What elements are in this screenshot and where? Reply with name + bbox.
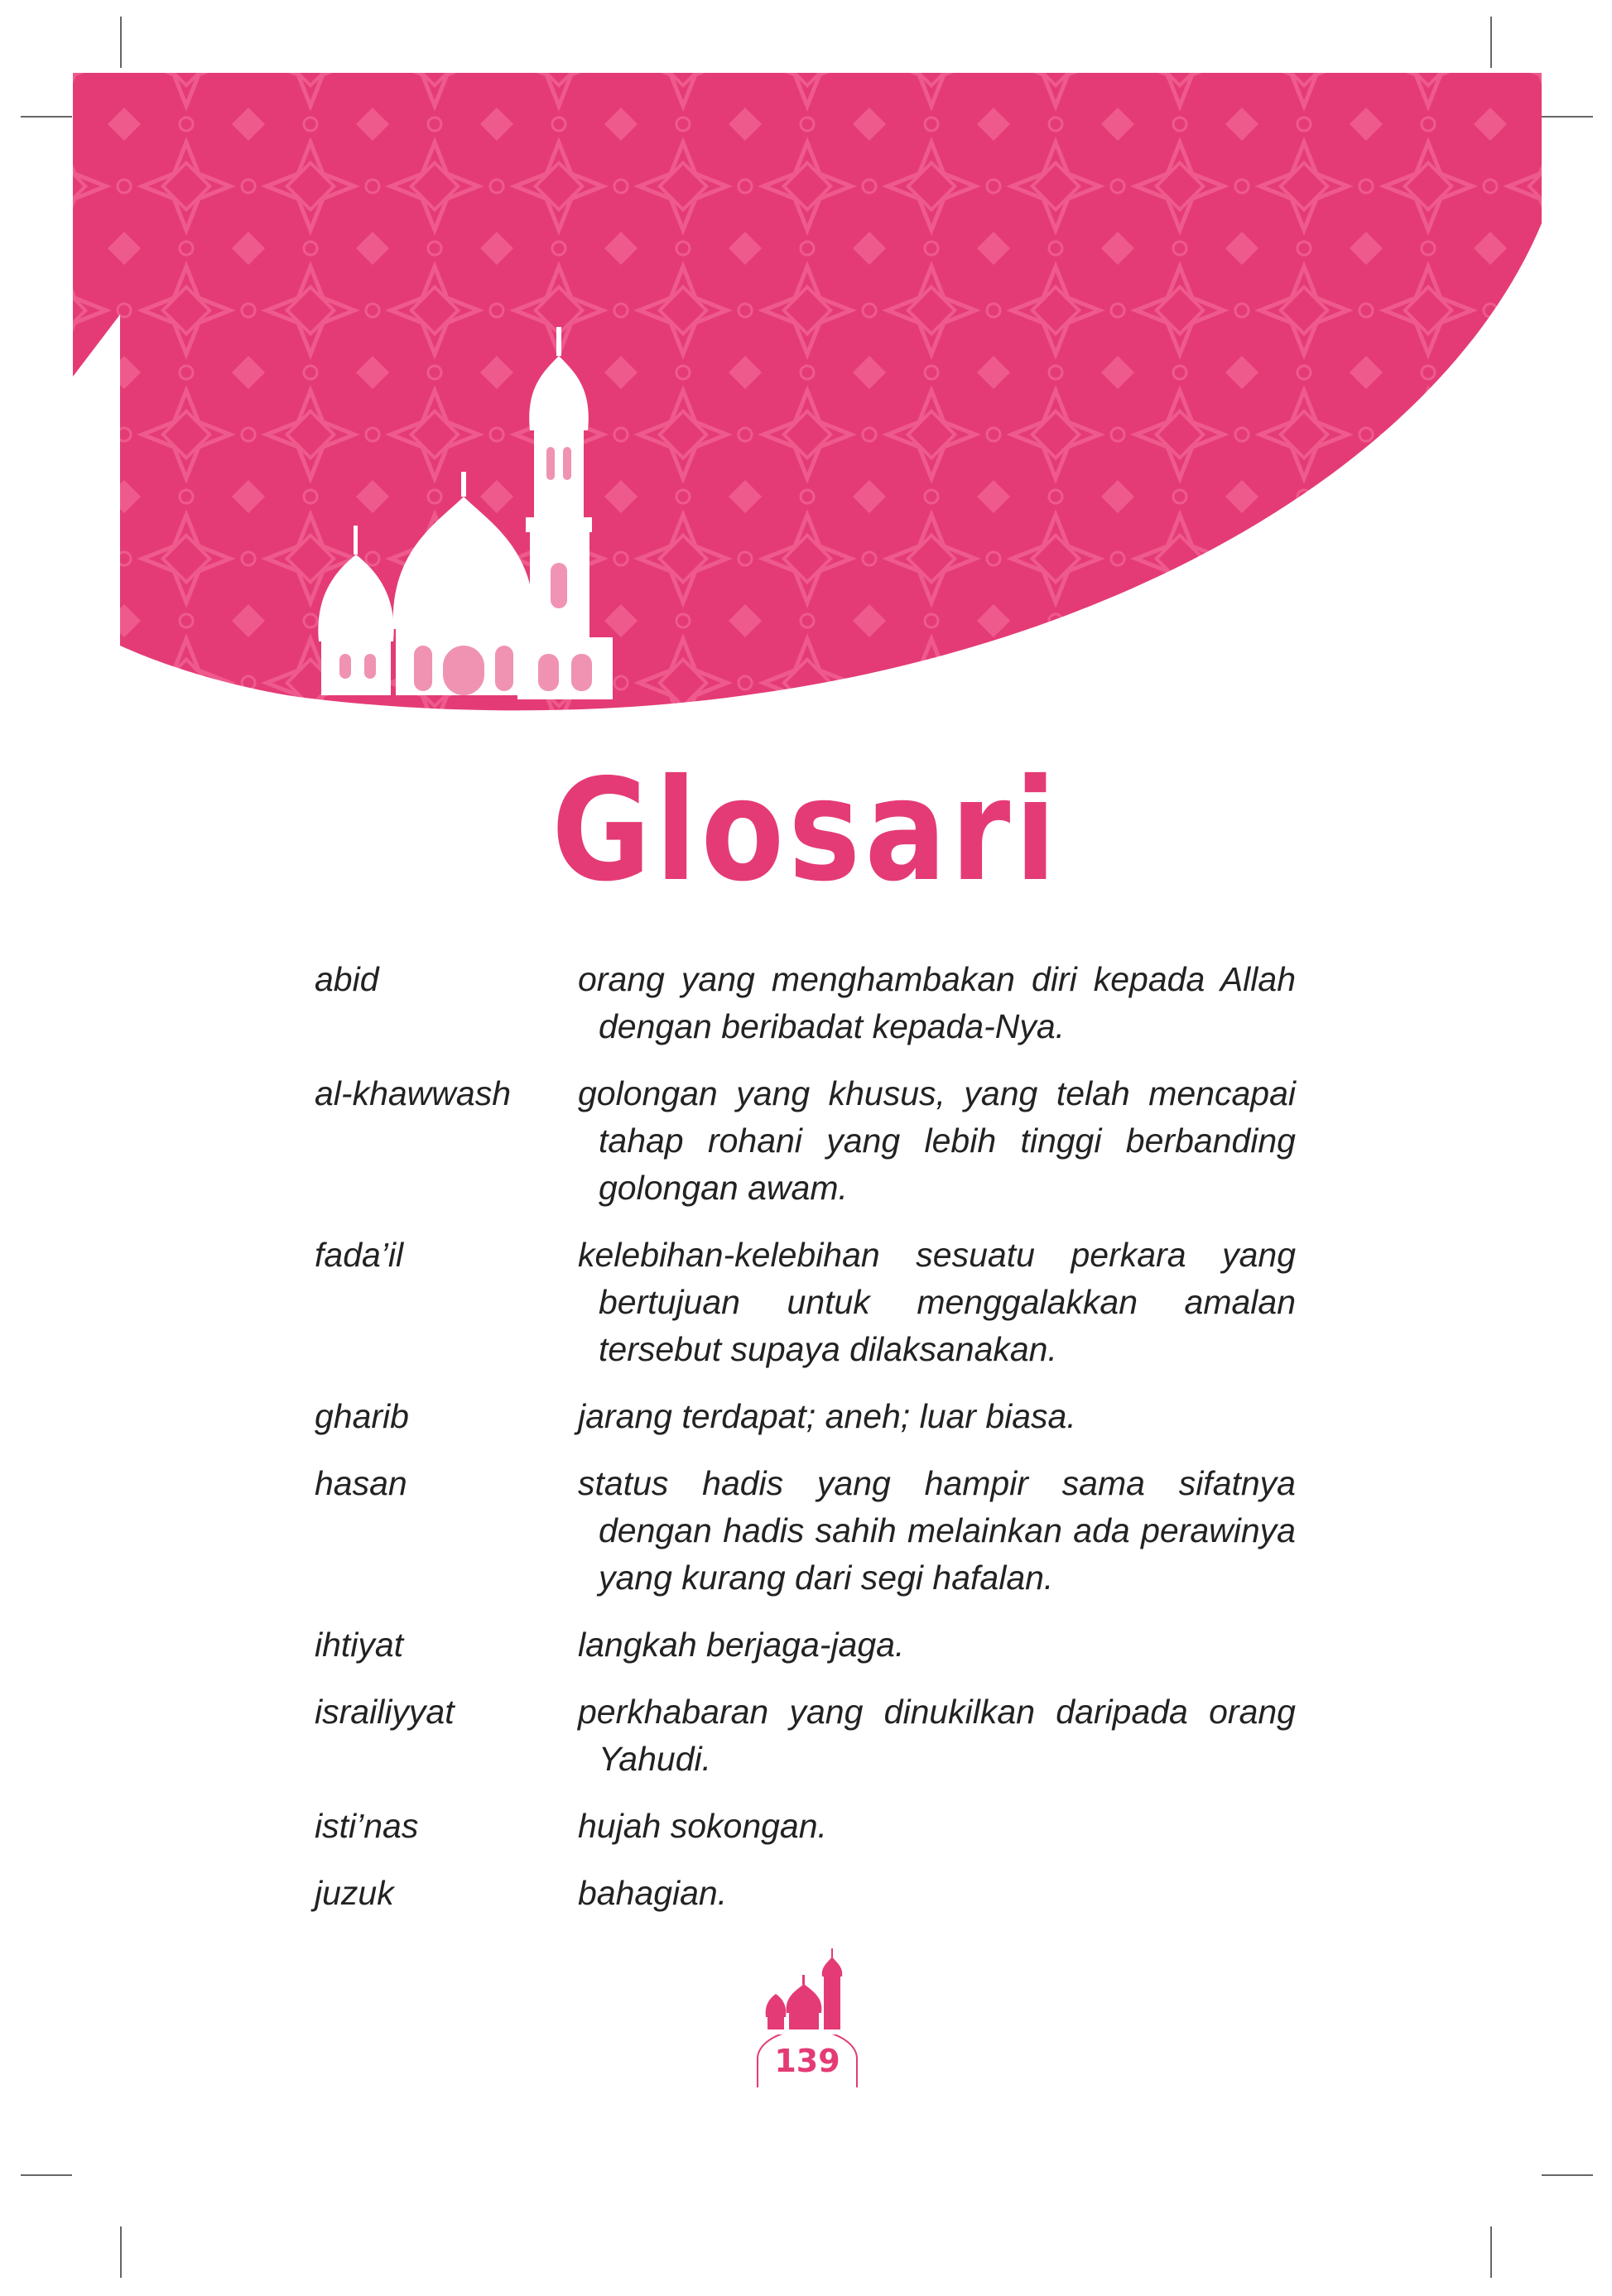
glossary-definition: kelebihan-kelebihan sesuatu perkara yang bertujuan untuk menggalakkan amalan tersebut supaya dilaksanakan. [578,1236,1296,1368]
glossary-definition: status hadis yang hampir sama sifatnya dengan hadis sahih melainkan ada perawinya yang kurang dari segi hafalan. [578,1464,1296,1597]
glossary-list [315,956,1296,1937]
glossary-entry [315,1870,1296,1917]
crop-mark [21,2174,72,2176]
glossary-definition: orang yang menghambakan diri kepada Allah dengan beribadat kepada-Nya. [578,960,1296,1045]
glossary-definition: jarang terdapat; aneh; luar biasa. [578,1397,1076,1435]
glossary-term: ihtiyat [315,1626,404,1664]
glossary-entry [315,956,1296,1050]
glossary-entry [315,1393,1296,1440]
glossary-definition: bahagian. [578,1874,728,1912]
glossary-definition: hujah sokongan. [578,1807,827,1845]
glossary-definition: golongan yang khusus, yang telah mencapai tahap rohani yang lebih tinggi berbanding golongan awam. [578,1074,1296,1207]
glossary-entry [315,1070,1296,1212]
glossary-definition: perkhabaran yang dinukilkan daripada orang Yahudi. [578,1693,1296,1778]
glossary-entry [315,1803,1296,1850]
crop-mark [1542,2174,1593,2176]
page-number: 139 [774,2043,840,2079]
glossary-term: hasan [315,1464,407,1502]
glossary-term: isti’nas [315,1807,419,1845]
glossary-entry [315,1232,1296,1373]
header-banner [0,0,1612,720]
glossary-term: gharib [315,1397,409,1435]
glossary-term: israiliyyat [315,1693,455,1731]
crop-mark [1490,2226,1492,2278]
glossary-definition: langkah berjaga-jaga. [578,1626,905,1664]
crop-mark [120,2226,122,2278]
glossary-entry [315,1460,1296,1602]
page-title: Glosari [551,749,1061,913]
glossary-term: fada’il [315,1236,404,1274]
glossary-entry [315,1688,1296,1783]
glossary-term: al-khawwash [315,1074,511,1112]
glossary-term: juzuk [315,1874,394,1912]
glossary-term: abid [315,960,379,998]
glossary-entry [315,1621,1296,1669]
